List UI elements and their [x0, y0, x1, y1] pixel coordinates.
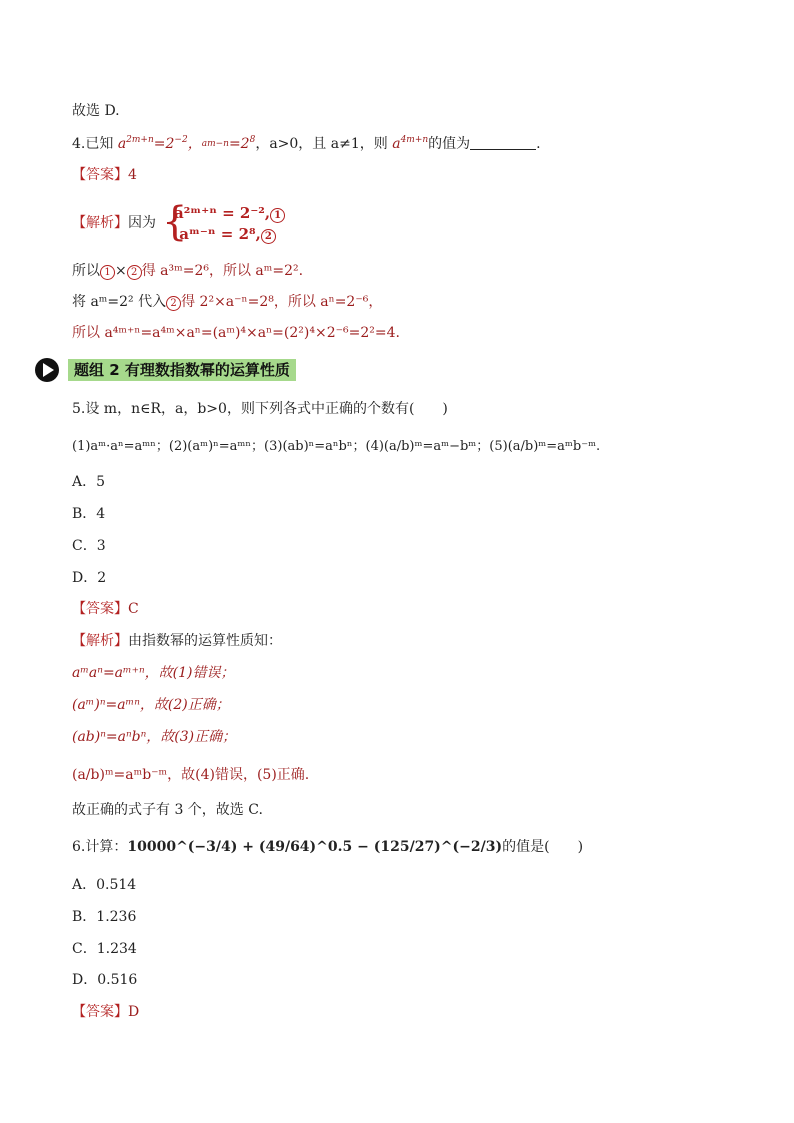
q5-option-c: C．3 [72, 538, 106, 554]
q4-step-3: 所以 a⁴ᵐ⁺ⁿ=a⁴ᵐ×aⁿ=(aᵐ)⁴×aⁿ=(2²)⁴×2⁻⁶=2²=4. [72, 325, 400, 341]
question-4: 4.已知 $a^{2m+n}=2^{-2}$，$am-n=2^8$，a>0，且 a≠1，则 $a^{4m+n}$的值为 . [72, 135, 541, 152]
answer-blank [470, 136, 536, 150]
brace: { [162, 199, 188, 245]
q4-analysis: 【解析】因为 [72, 215, 156, 231]
q5-items: (1)aᵐ·aⁿ=aᵐⁿ；(2)(aᵐ)ⁿ=aᵐⁿ；(3)(ab)ⁿ=aⁿbⁿ；(4)(a/b)ᵐ=aᵐ−bᵐ；(5)(a/b)ᵐ=aᵐb⁻ᵐ. [72, 439, 601, 454]
q5-step-4: (a/b)ᵐ=aᵐb⁻ᵐ，故(4)错误，(5)正确. [72, 767, 310, 783]
q6-option-c: C．1.234 [72, 941, 137, 957]
q5-step-2: (aᵐ)ⁿ=aᵐⁿ，故(2)正确； [72, 697, 230, 713]
q5-answer: 【答案】C [72, 601, 139, 617]
q5-option-b: B．4 [72, 506, 106, 522]
q5-analysis: 【解析】由指数幂的运算性质知： [72, 633, 282, 649]
question-5: 5.设 m，n∈R，a，b>0，则下列各式中正确的个数有( ) [72, 401, 448, 417]
equation-2: aᵐ⁻ⁿ = 2⁸, 2 [174, 225, 276, 244]
equation-system [162, 199, 292, 245]
q6-option-d: D．0.516 [72, 972, 138, 988]
text-line: 故选 D. [72, 103, 120, 119]
q4-step-2: 将 aᵐ=2² 代入 2 得 2²×a⁻ⁿ=2⁸，所以 aⁿ=2⁻⁶， [72, 294, 383, 310]
q5-option-a: A．5 [72, 474, 106, 490]
section-title: 题组 2 有理数指数幂的运算性质 [68, 359, 296, 381]
q5-step-1: aᵐaⁿ=aᵐ⁺ⁿ，故(1)错误； [72, 665, 235, 681]
section-header [34, 357, 354, 383]
q6-option-a: A．0.514 [72, 877, 137, 893]
q6-answer: 【答案】D [72, 1004, 140, 1020]
q5-option-d: D．2 [72, 570, 107, 586]
question-6: 6.计算：10000^(−3/4) + (49/64)^0.5 − (125/27)^(−2/3)的值是( ) [72, 839, 584, 855]
q6-option-b: B．1.236 [72, 909, 137, 925]
equation-1: a²ᵐ⁺ⁿ = 2⁻², 1 [174, 204, 285, 223]
q6-expression: 10000^(−3/4) + (49/64)^0.5 − (125/27)^(−2/3) [127, 839, 503, 855]
q5-step-3: (ab)ⁿ=aⁿbⁿ，故(3)正确； [72, 729, 237, 745]
q4-answer: 【答案】4 [72, 167, 137, 183]
q5-conclusion: 故正确的式子有 3 个，故选 C. [72, 802, 263, 818]
play-arrow-icon [34, 357, 60, 383]
q4-step-1: 所以 1 × 2 得 a³ᵐ=2⁶，所以 aᵐ=2². [72, 263, 304, 279]
